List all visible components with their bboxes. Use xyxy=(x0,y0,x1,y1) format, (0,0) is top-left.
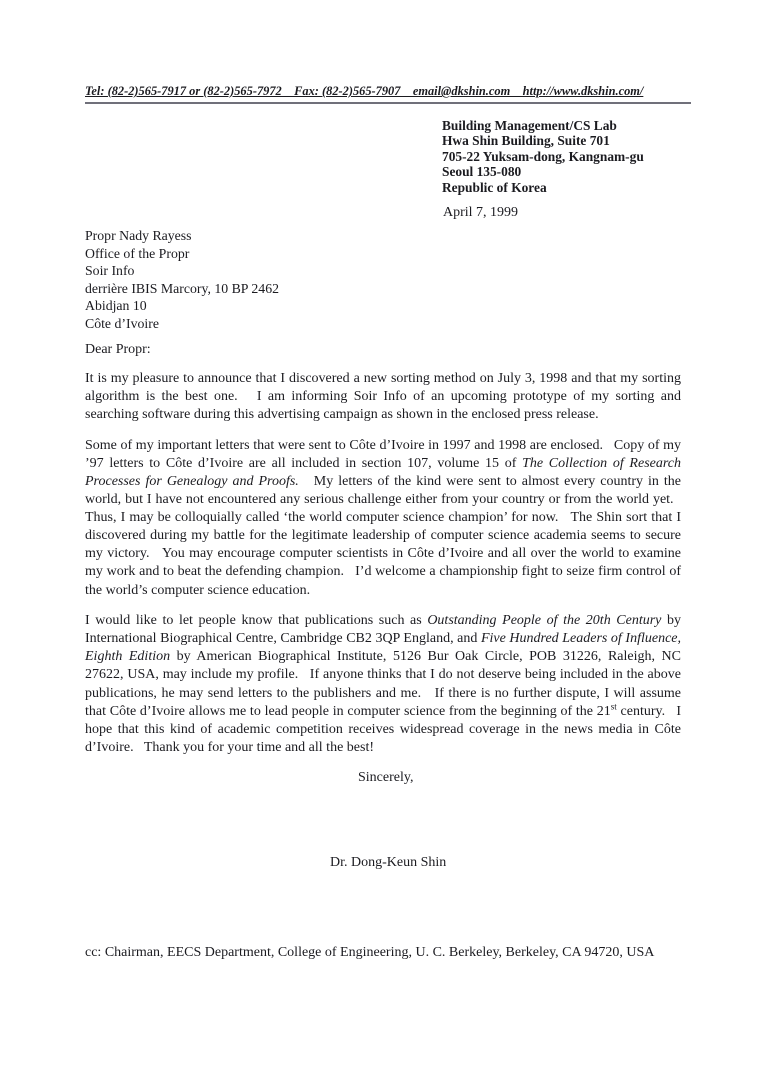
paragraph-text: It is my pleasure to announce that I discovered a new sorting method on July 3, 1998 and that my sorting algorithm is the best one. I am informing Soir Info of an upcoming prototype of my sorting and searching software during this advertising campaign as shown in the enclosed press release. xyxy=(85,371,681,423)
recipient-address-line: derrière IBIS Marcory, 10 BP 2462 xyxy=(85,280,280,296)
paragraph-text: by American Biographical Institute, 5126 Bur Oak Circle, POB 31226, Raleigh, NC 27622, USA, may include my profile. If anyone thinks that I do not deserve being included in the above publications, he may send letters to the publishers and me. If there is no further dispute, I will assume that Côte d’Ivoire allows me to lead people in computer science from the beginning of the 21 xyxy=(85,649,682,719)
recipient-address-line: Propr Nady Rayess xyxy=(85,228,192,243)
salutation: Dear Propr: xyxy=(85,342,151,357)
paragraph-text: Some of my important letters that were sent to Côte d’Ivoire in 1997 and 1998 are enclosed. Copy of my ’97 letters to Côte d’Ivoire are all included in section 107, volume 15 of xyxy=(85,437,681,471)
paragraph-text: I would like to let people know that publications such as xyxy=(85,613,428,629)
sender-address-line: Republic of Korea xyxy=(442,179,547,195)
letterhead-contact-line xyxy=(85,84,691,104)
italic-title-text: Five Hundred Leaders of Influence, Eighth Edition xyxy=(85,631,681,665)
sender-address-line: Hwa Shin Building, Suite 701 xyxy=(442,133,610,149)
closing-valediction: Sincerely, xyxy=(358,770,414,786)
letter-date: April 7, 1999 xyxy=(443,205,519,220)
letter-body xyxy=(85,370,681,962)
recipient-address-line: Abidjan 10 xyxy=(85,298,147,314)
body-paragraph xyxy=(85,370,681,424)
sender-address-line: Building Management/CS Lab xyxy=(442,118,617,133)
body-paragraph xyxy=(85,437,681,600)
italic-title-text: Outstanding People of the 20th Century xyxy=(427,613,662,629)
paragraph-text: by International Biographical Centre, Cambridge CB2 3QP England, and xyxy=(85,613,682,647)
recipient-address-line: Soir Info xyxy=(85,263,135,279)
contact-info-text: Tel: (82-2)565-7917 or (82-2)565-7972 Fax: (82-2)565-7907 email@dkshin.com http://www.dkshin.com/ xyxy=(85,84,644,98)
body-paragraph xyxy=(85,612,681,757)
body-paragraphs xyxy=(85,370,681,757)
recipient-address xyxy=(85,227,279,333)
paragraph-text: My letters of the kind were sent to almost every country in the world, but I have not encountered any serious challenge either from your country or from the world yet. Thus, I may be colloquially called ‘the world computer science champion’ for now. The Shin sort that I discovered during my battle for the legitimate leadership of computer science academia seems to secure my victory. You may encourage computer scientists in Côte d’Ivoire and all over the world to examine my work and to beat the defending champion. I’d welcome a championship fight to seize firm control of the world’s computer science education. xyxy=(85,473,682,598)
superscript-text: st xyxy=(610,700,617,711)
signature-name: Dr. Dong-Keun Shin xyxy=(330,855,447,871)
paragraph-text: century. I hope that this kind of academic competition receives widespread coverage in the news media in Côte d’Ivoire. Thank you for your time and all the best! xyxy=(85,703,682,755)
recipient-address-line: Côte d’Ivoire xyxy=(85,315,159,331)
recipient-address-line: Office of the Propr xyxy=(85,245,190,261)
italic-title-text: The Collection of Research Processes for Genealogy and Proofs. xyxy=(85,455,681,489)
sender-address xyxy=(442,118,644,195)
sender-address-line: Seoul 135-080 xyxy=(442,164,522,180)
sender-address-line: 705-22 Yuksam-dong, Kangnam-gu xyxy=(442,148,644,164)
cc-line: cc: Chairman, EECS Department, College of Engineering, U. C. Berkeley, Berkeley, CA 94720, USA xyxy=(85,944,655,960)
